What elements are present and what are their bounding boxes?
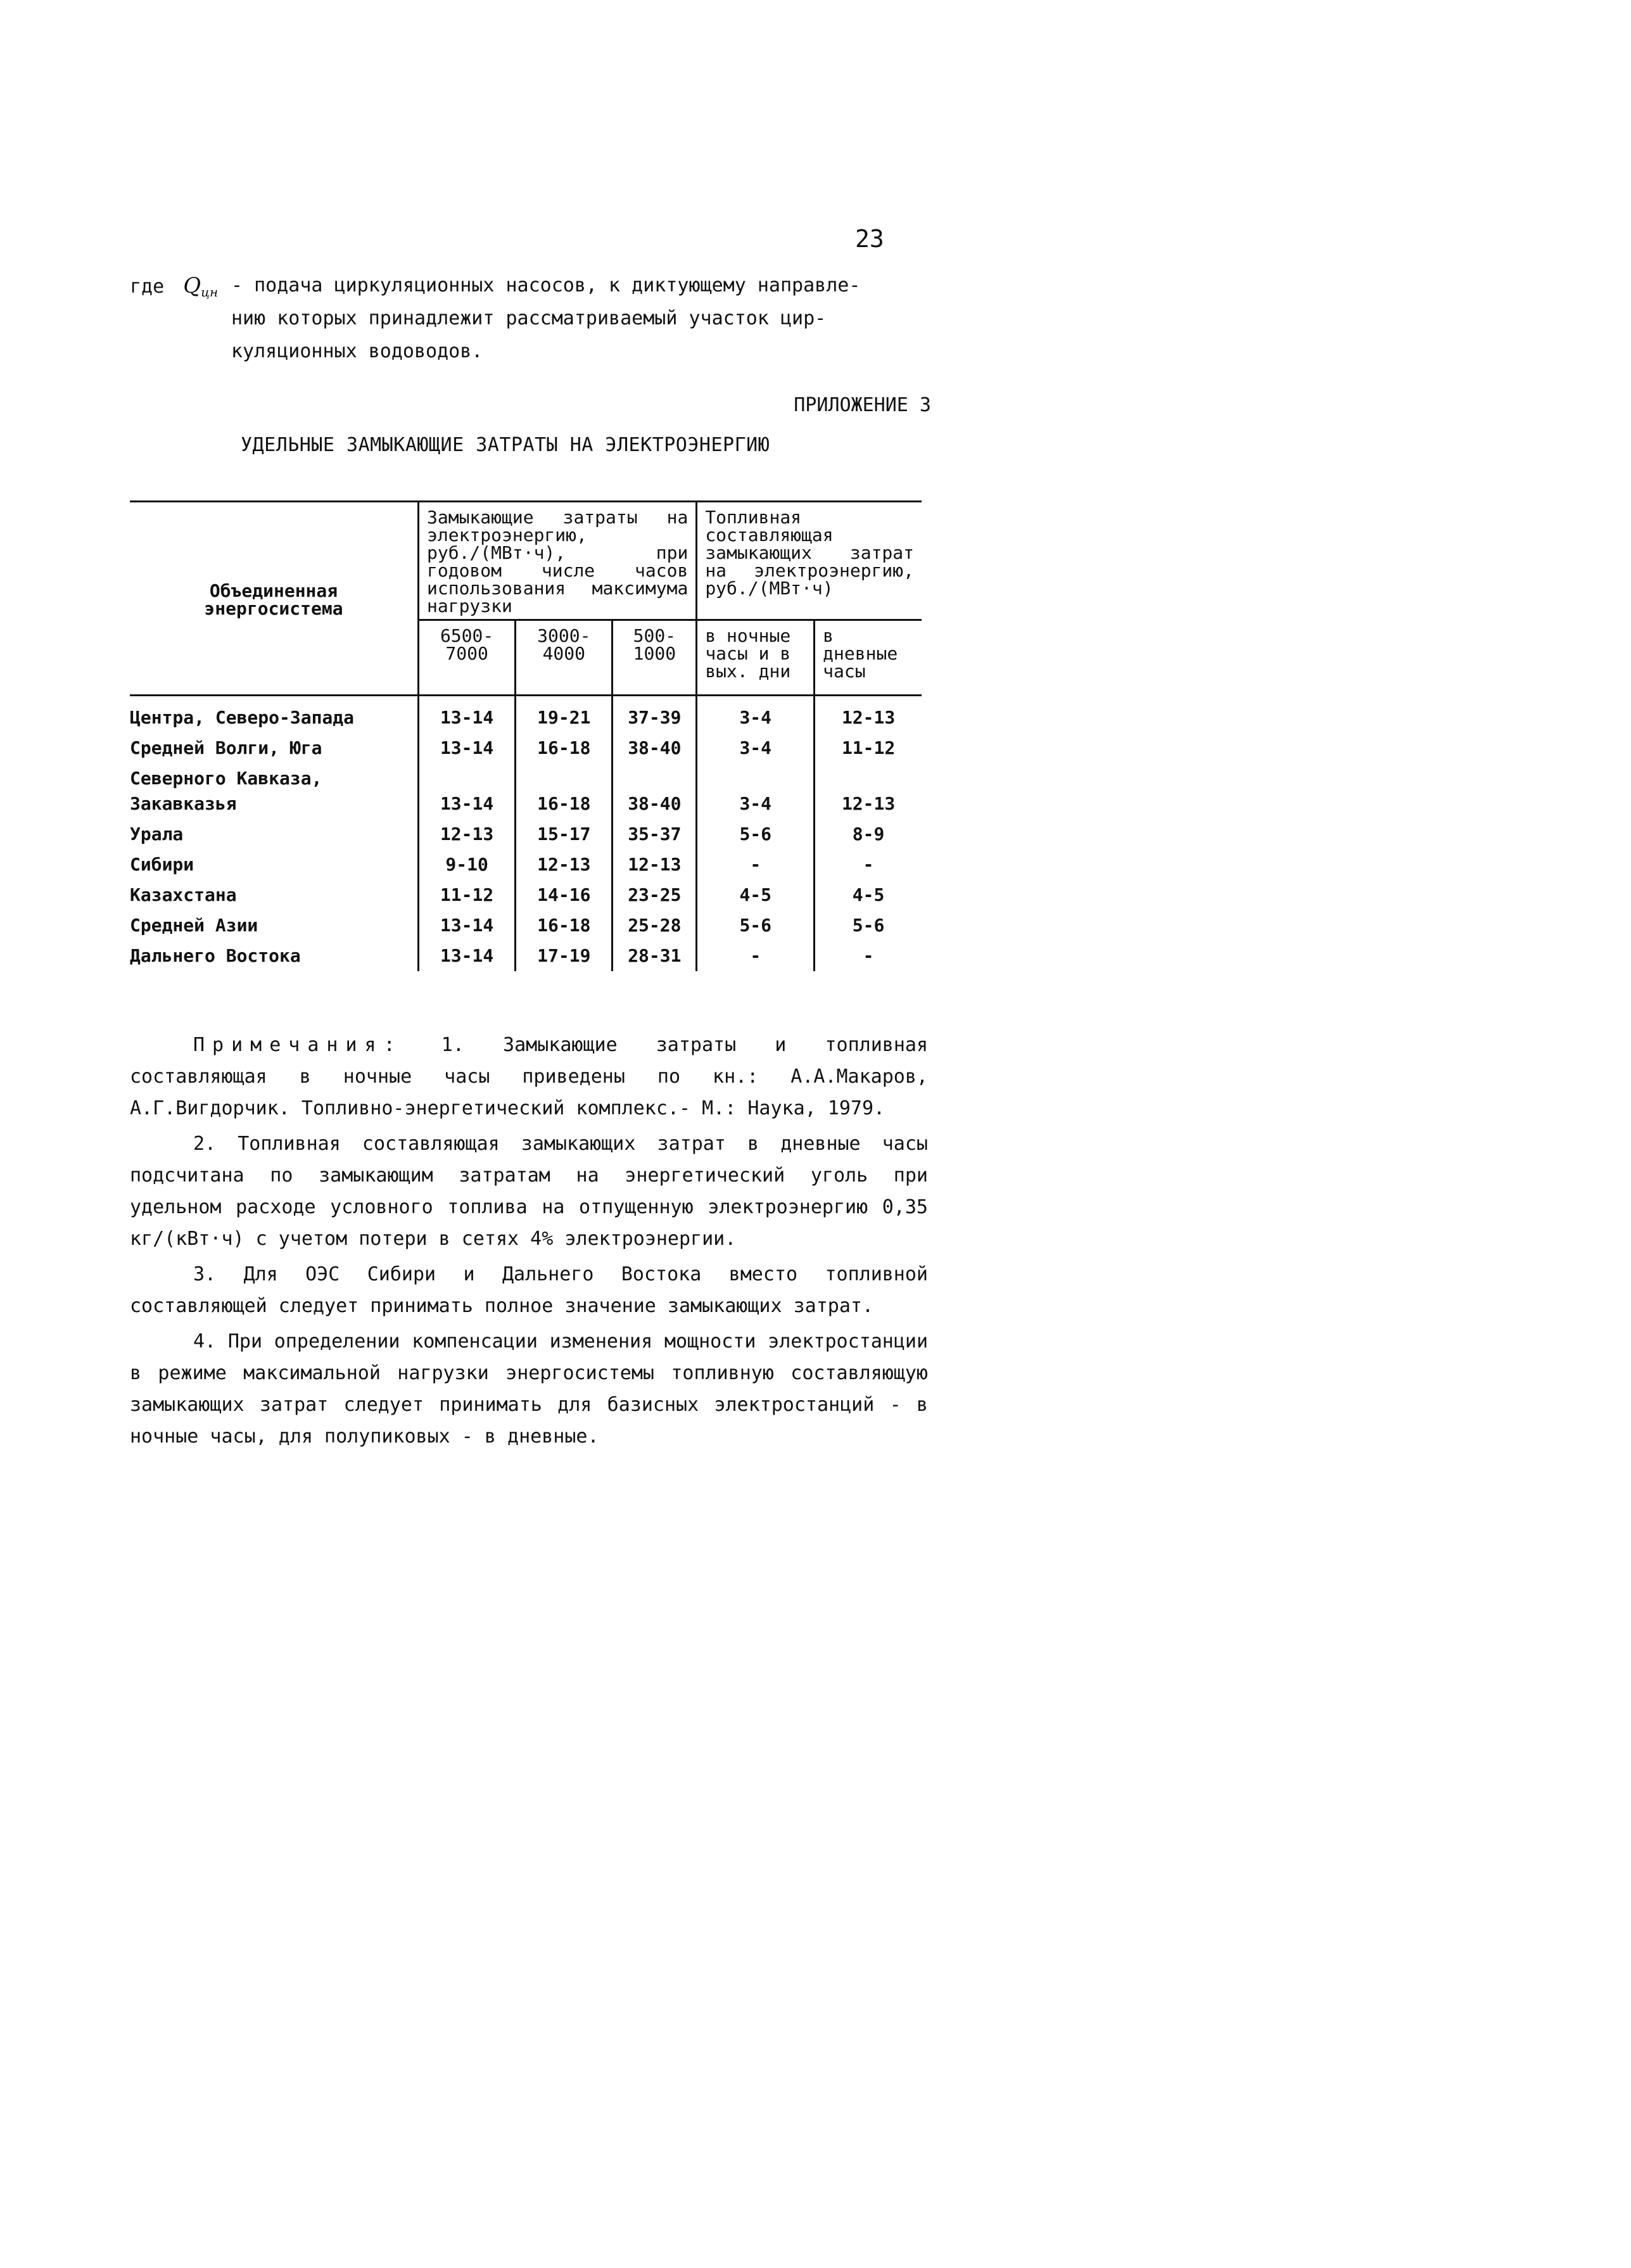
table-row <box>130 763 922 819</box>
table-title: УДЕЛЬНЫЕ ЗАМЫКАЮЩИЕ ЗАТРАТЫ НА ЭЛЕКТРОЭНЕРГИЮ <box>241 434 770 456</box>
note-3: 3. Для ОЭС Сибири и Дальнего Востока вместо топливной составляющей следует принимать полное значение замыкающих затрат. <box>130 1263 928 1317</box>
appendix-label: ПРИЛОЖЕНИЕ 3 <box>794 394 931 416</box>
value-cell: 14-16 <box>516 880 612 910</box>
value-cell: 25-28 <box>612 910 697 941</box>
header-closing-costs: Замыкающие затраты на электроэнергию, руб./(МВт·ч), при годовом числе часов использования максимума нагрузки <box>419 502 697 620</box>
value-cell: 13-14 <box>419 763 516 819</box>
value-cell: 37-39 <box>612 696 697 734</box>
value-cell: 12-13 <box>419 819 516 850</box>
intro-line-2: нию которых принадлежит рассматриваемый участок цир- <box>231 307 827 329</box>
header-system: Объединенная энергосистема <box>204 580 343 619</box>
header-fuel-night: в ночные часы и в вых. дни <box>697 620 815 685</box>
intro-symbol: Qцн <box>183 273 219 300</box>
notes-section <box>130 1029 928 1456</box>
value-cell: 23-25 <box>612 880 697 910</box>
value-cell: 11-12 <box>419 880 516 910</box>
value-cell: 19-21 <box>516 696 612 734</box>
value-cell: 28-31 <box>612 941 697 971</box>
value-cell: - <box>697 941 815 971</box>
value-cell: 13-14 <box>419 696 516 734</box>
table-row <box>130 850 922 880</box>
note-1: Примечания: 1. Замыкающие затраты и топливная составляющая в ночные часы приведены по кн.: А.А.Макаров, А.Г.Вигдорчик. Топливно-энергетический комплекс.- М.: Наука, 1979. <box>130 1034 929 1119</box>
value-cell: 3-4 <box>697 733 815 763</box>
header-hours-2: 3000-4000 <box>516 620 612 696</box>
value-cell: 16-18 <box>516 910 612 941</box>
value-cell: 13-14 <box>419 941 516 971</box>
table-row <box>130 880 922 910</box>
value-cell: 8-9 <box>815 819 922 850</box>
value-cell: 5-6 <box>815 910 922 941</box>
intro-line-1: - подача циркуляционных насосов, к диктующему направле- <box>231 274 861 296</box>
table-row <box>130 819 922 850</box>
page-number: 23 <box>855 225 884 253</box>
value-cell: 12-13 <box>612 850 697 880</box>
header-fuel-component: Топливная составляющая замыкающих затрат на электроэнергию, руб./(МВт·ч) <box>697 502 922 620</box>
value-cell: 12-13 <box>815 763 922 819</box>
value-cell: 9-10 <box>419 850 516 880</box>
value-cell: 3-4 <box>697 763 815 819</box>
value-cell: - <box>815 941 922 971</box>
value-cell: 3-4 <box>697 696 815 734</box>
region-cell: Казахстана <box>130 884 237 905</box>
note-4: 4. При определении компенсации изменения мощности электростанции в режиме максимальной нагрузки энергосистемы топливную составляющую замыкающих затрат следует принимать для базисных электростанций - в ночные часы, для полупиковых - в дневные. <box>130 1330 928 1448</box>
value-cell: 16-18 <box>516 733 612 763</box>
table-row <box>130 910 922 941</box>
intro-line-3: куляционных водоводов. <box>231 340 483 362</box>
value-cell: 38-40 <box>612 763 697 819</box>
value-cell: - <box>697 850 815 880</box>
value-cell: 12-13 <box>815 696 922 734</box>
table-row <box>130 941 922 971</box>
region-cell: Дальнего Востока <box>130 945 301 966</box>
value-cell: 4-5 <box>815 880 922 910</box>
table-row <box>130 696 922 734</box>
value-cell: 35-37 <box>612 819 697 850</box>
intro-definition <box>130 269 934 368</box>
notes-heading: Примечания: <box>193 1034 403 1056</box>
value-cell: 5-6 <box>697 819 815 850</box>
value-cell: - <box>815 850 922 880</box>
value-cell: 5-6 <box>697 910 815 941</box>
region-cell: Сибири <box>130 854 194 875</box>
value-cell: 4-5 <box>697 880 815 910</box>
region-cell: Урала <box>130 824 184 844</box>
value-cell: 15-17 <box>516 819 612 850</box>
value-cell: 16-18 <box>516 763 612 819</box>
region-cell: Средней Азии <box>130 915 258 936</box>
value-cell: 38-40 <box>612 733 697 763</box>
table-row <box>130 733 922 763</box>
intro-word: где <box>130 276 165 298</box>
value-cell: 12-13 <box>516 850 612 880</box>
header-fuel-day: в дневные часы <box>815 620 922 685</box>
value-cell: 13-14 <box>419 733 516 763</box>
region-cell: Северного Кавказа, Закавказья <box>130 768 322 814</box>
value-cell: 11-12 <box>815 733 922 763</box>
region-cell: Центра, Северо-Запада <box>130 707 355 728</box>
note-2: 2. Топливная составляющая замыкающих затрат в дневные часы подсчитана по замыкающим затратам на энергетический уголь при удельном расходе условного топлива на отпущенную электроэнергию 0,35 кг/(кВт·ч) с учетом потери в сетях 4% электроэнергии. <box>130 1133 928 1250</box>
header-hours-1: 6500-7000 <box>419 620 516 696</box>
value-cell: 13-14 <box>419 910 516 941</box>
value-cell: 17-19 <box>516 941 612 971</box>
costs-table <box>130 500 922 971</box>
region-cell: Средней Волги, Юга <box>130 737 322 758</box>
header-hours-3: 500-1000 <box>612 620 697 696</box>
